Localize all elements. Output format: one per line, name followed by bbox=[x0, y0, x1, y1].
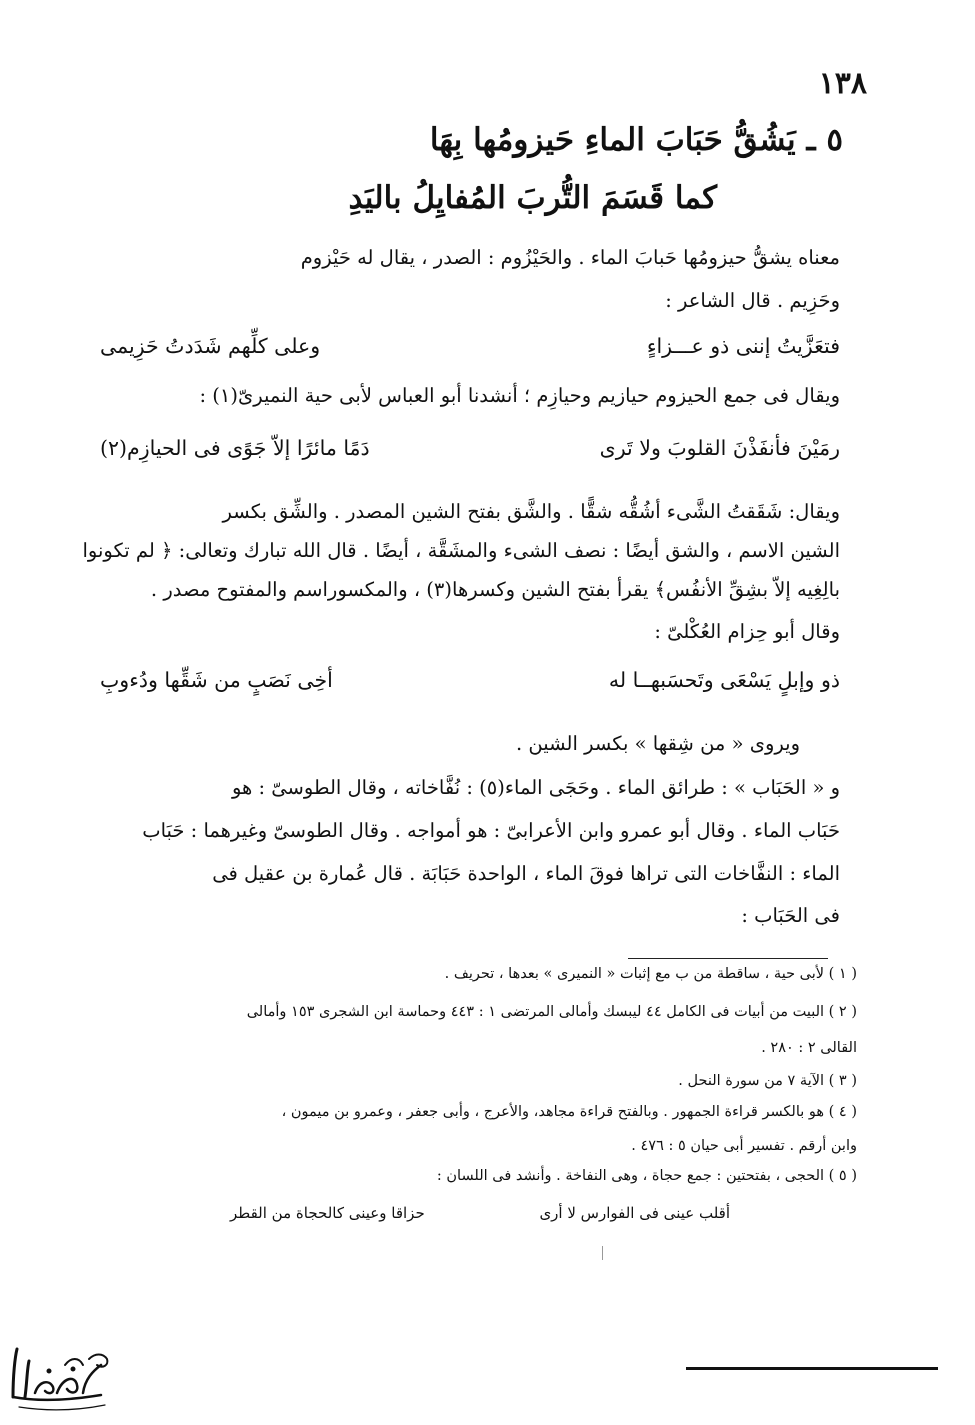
poem-hemistich-left: حزاقا وعينى كالحجاة من القطر bbox=[230, 1204, 425, 1222]
body-line: ويروى « من شِقها » بكسر الشين . bbox=[516, 732, 800, 755]
body-line: فى الحَبَاب : bbox=[741, 904, 840, 927]
bottom-rule bbox=[686, 1367, 938, 1370]
body-line: و « الحَبَاب » : طرائق الماء . وحَجَى الماء(٥) : نُفَّاخاته ، وقال الطوسىّ : هو bbox=[231, 776, 840, 799]
body-line: الماء : النفَّاخات التى تراها فوقَ الماء ، الواحدة حَبَابَة . قال عُمارة بن عقيل فى bbox=[212, 862, 840, 885]
poem-hemistich-left: أخِى نَصَبٍ من شَقِّها ودُءوبِ bbox=[100, 668, 333, 692]
body-line: بالِغِيه إلاّ بشِقِّ الأنفُس﴾ يقرأ بفتح الشين وكسرها(٣) ، والمكسوراسم والمفتوح مصدر . bbox=[150, 578, 840, 601]
body-line: معناه يشقُّ حيزومُها حَبابَ الماء . والحَيْزُوم : الصدر ، يقال له حَيْزوم bbox=[300, 246, 840, 269]
poem-hemistich-right: أقلب عينى فى الفوارس لا أرى bbox=[539, 1204, 730, 1222]
body-line: ويقال فى جمع الحيزوم حيازيم وحيازِم ؛ أنشدنا أبو العباس لأبى حية النميرىّ(١) : bbox=[199, 384, 840, 407]
poem-hemistich-left: وعلى كلِّهم شَدَدتُ حَزِيمى bbox=[100, 334, 321, 358]
verse-line-2: كما قَسَمَ التُّربَ المُفايِلُ باليَدِ bbox=[348, 180, 717, 216]
poem-hemistich-right: فتعَزَّيتُ إننى ذو عـــزاءٍ bbox=[646, 334, 840, 358]
body-line: الشين الاسم ، والشق أيضًا : نصف الشىء والمشَقَّة ، أيضًا . قال الله تبارك وتعالى: ﴿ لم تكونوا bbox=[82, 539, 840, 562]
body-line: وقال أبو حِزام العُكْلىّ : bbox=[654, 620, 840, 643]
footnote: ( ٥ ) الحجى ، بفتحتين : جمع حجاة ، وهى النفاخة . وأنشد فى اللسان : bbox=[436, 1168, 857, 1184]
footnote: ( ١ ) لأبى حية ، ساقطة من ب مع إثبات « النميرى » بعدها ، تحريف . bbox=[444, 966, 857, 982]
poem-verse bbox=[100, 436, 840, 476]
body-line: حَبَاب الماء . وقال أبو عمرو وابن الأعرابىّ : هو أمواجه . وقال الطوسىّ وغيرهما : حَبَاب bbox=[142, 819, 840, 842]
poem-verse bbox=[100, 334, 840, 374]
footnote: القالى ٢ : ٢٨٠ . bbox=[761, 1040, 857, 1056]
poem-verse bbox=[100, 668, 840, 708]
footnote: وابن أرقم . تفسير أبى حيان ٥ : ٤٧٦ . bbox=[631, 1138, 857, 1154]
poem-hemistich-right: ذو وإبلٍ يَسْعَى وتَحسَبهــا له bbox=[608, 668, 840, 692]
verse-line-1: ٥ ـ يَشُقُّ حَبَابَ الماءِ حَيزومُها بِهَا bbox=[429, 122, 843, 158]
footnote: ( ٤ ) هو بالكسر قراءة الجمهور . وبالفتح قراءة مجاهد، والأعرج ، وأبى جعفر ، وعمرو بن ميمون ، bbox=[281, 1104, 857, 1120]
footnote-divider bbox=[628, 958, 828, 959]
uploader-seal-logo bbox=[5, 1335, 117, 1415]
body-line: ويقال: شَقَقتُ الشَّىء أشُقُّه شقًّا . والشَّق بفتح الشين المصدر . والشِّق بكسر bbox=[222, 500, 840, 523]
poem-hemistich-left: دَمًا مائرًا إلاّ جَوًى فى الحيازِم(٢) bbox=[100, 436, 370, 460]
page-number: ١٣٨ bbox=[818, 66, 867, 101]
footnote: ( ٣ ) الآية ٧ من سورة النحل . bbox=[678, 1073, 857, 1089]
poem-hemistich-right: رمَيْنَ فأنفَذْنَ القلوبَ ولا تَرى bbox=[599, 436, 840, 460]
footnote-poem-verse bbox=[230, 1204, 730, 1232]
stray-mark bbox=[602, 1246, 603, 1260]
body-line: وحَزِيم . قال الشاعر : bbox=[665, 289, 840, 312]
footnote: ( ٢ ) البيت من أبيات فى الكامل ٤٤ ليبسك وأمالى المرتضى ١ : ٤٤٣ وحماسة ابن الشجرى ١٥٣ وأمالى bbox=[246, 1004, 857, 1020]
